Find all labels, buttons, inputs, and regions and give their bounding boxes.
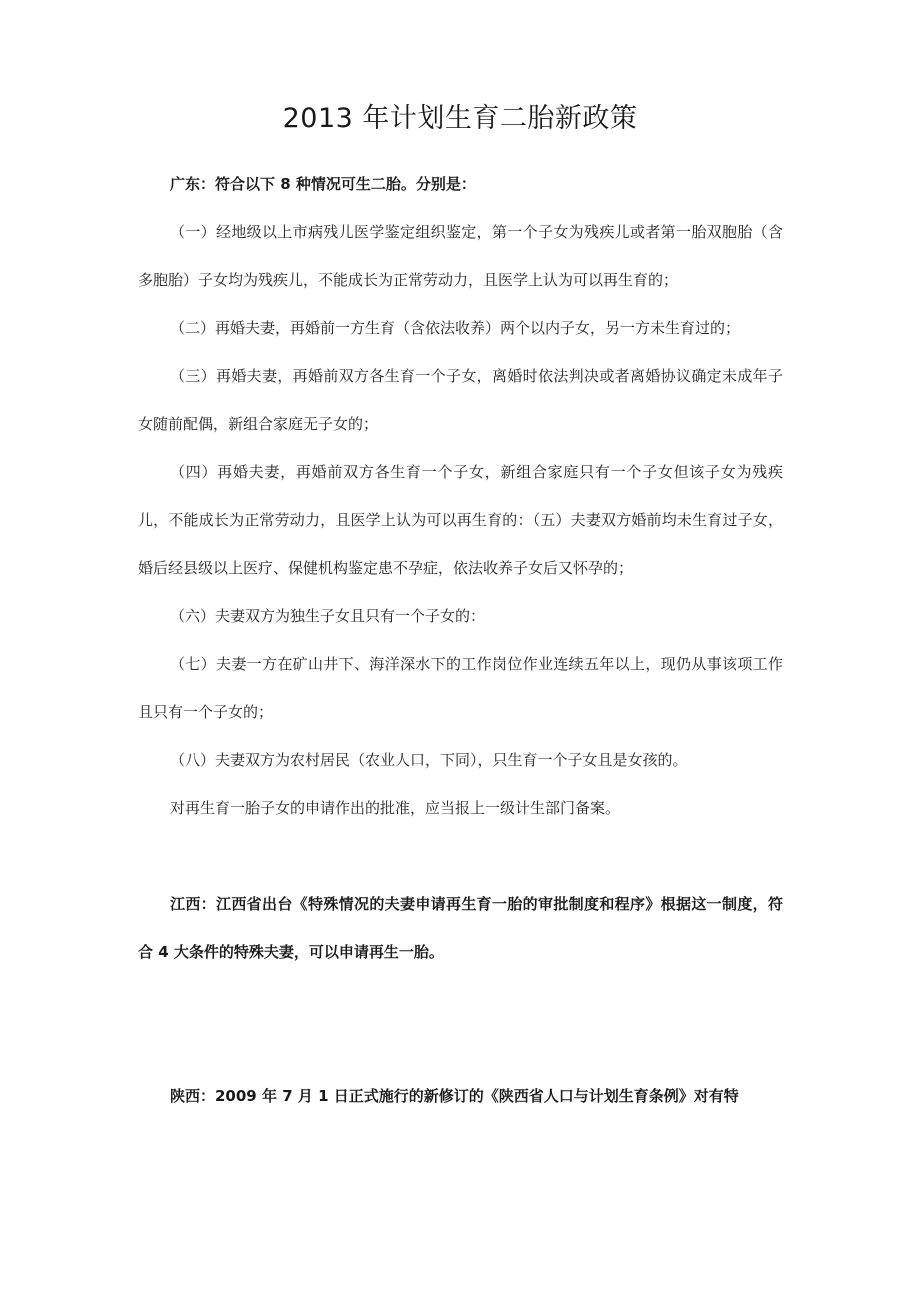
guangdong-item-4: （四）再婚夫妻，再婚前双方各生育一个子女，新组合家庭只有一个子女但该子女为残疾儿，不能成长为正常劳动力，且医学上认为可以再生育的：（五）夫妻双方婚前均未生育过子女，婚后经县级以上医疗、保健机构鉴定患不孕症，依法收养子女后又怀孕的； [138,463,783,577]
guangdong-item-7: （七）夫妻一方在矿山井下、海洋深水下的工作岗位作业连续五年以上，现仍从事该项工作且只有一个子女的； [138,655,783,721]
guangdong-item-3: （三）再婚夫妻，再婚前双方各生育一个子女，离婚时依法判决或者离婚协议确定未成年子女随前配偶，新组合家庭无子女的； [138,367,783,433]
section-gap [138,976,783,1072]
jiangxi-paragraph: 江西：江西省出台《特殊情况的夫妻申请再生育一胎的审批制度和程序》根据这一制度，符合 4 大条件的特殊夫妻，可以申请再生一胎。 [138,895,783,961]
section-gap [138,832,783,880]
shaanxi-paragraph: 陕西：2009 年 7 月 1 日正式施行的新修订的《陕西省人口与计划生育条例》对有特 [170,1087,739,1105]
guangdong-item-1: （一）经地级以上市病残儿医学鉴定组织鉴定，第一个子女为残疾儿或者第一胎双胞胎（含多胞胎）子女均为残疾儿，不能成长为正常劳动力，且医学上认为可以再生育的； [138,223,783,289]
guangdong-item-2: （二）再婚夫妻，再婚前一方生育（含依法收养）两个以内子女，另一方未生育过的； [170,319,741,337]
document-body [138,160,783,1120]
guangdong-heading: 广东：符合以下 8 种情况可生二胎。分别是： [170,175,476,193]
guangdong-item-8: （八）夫妻双方为农村居民（农业人口，下同），只生育一个子女且是女孩的。 [170,751,688,769]
guangdong-item-6: （六）夫妻双方为独生子女且只有一个子女的： [170,607,486,625]
guangdong-note: 对再生育一胎子女的申请作出的批准，应当报上一级计生部门备案。 [170,799,621,817]
document-title: 2013 年计划生育二胎新政策 [282,103,638,134]
